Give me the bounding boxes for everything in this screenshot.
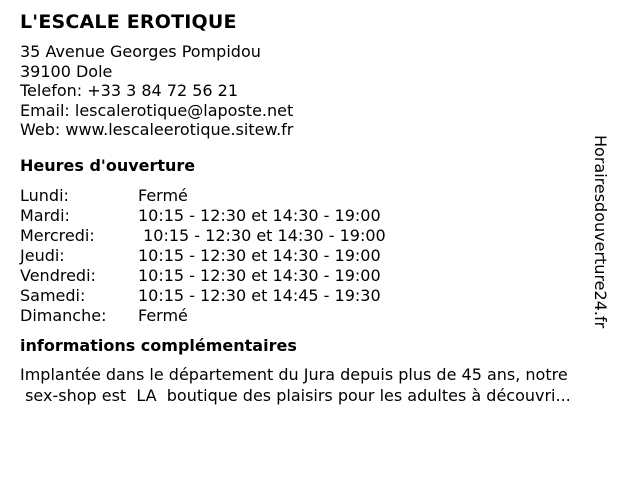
day-label: Vendredi:	[20, 265, 96, 285]
day-label: Lundi:	[20, 185, 69, 205]
day-times: 10:15 - 12:30 et 14:30 - 19:00	[138, 205, 381, 225]
day-times: 10:15 - 12:30 et 14:30 - 19:00	[138, 225, 386, 245]
day-times: 10:15 - 12:30 et 14:45 - 19:30	[138, 285, 381, 305]
hours-row-monday	[20, 186, 386, 206]
hours-table	[20, 186, 386, 326]
email-line: Email: lescalerotique@laposte.net	[20, 100, 294, 120]
day-label: Samedi:	[20, 285, 86, 305]
day-times: Fermé	[138, 185, 188, 205]
hours-row-sunday	[20, 306, 386, 326]
business-card	[20, 10, 610, 406]
day-label: Dimanche:	[20, 305, 107, 325]
description-line-1: Implantée dans le département du Jura depuis plus de 45 ans, notre	[20, 364, 568, 384]
hours-row-thursday	[20, 246, 386, 266]
hours-row-saturday	[20, 286, 386, 306]
web-line: Web: www.lescaleerotique.sitew.fr	[20, 120, 294, 140]
business-name: L'ESCALE EROTIQUE	[20, 11, 237, 33]
day-times: 10:15 - 12:30 et 14:30 - 19:00	[138, 265, 381, 285]
hours-heading: Heures d'ouverture	[20, 155, 196, 175]
day-label: Jeudi:	[20, 245, 65, 265]
description-line-2: sex-shop est LA boutique des plaisirs pour les adultes à découvri...	[20, 385, 571, 405]
info-heading: informations complémentaires	[20, 335, 297, 355]
phone-line: Telefon: +33 3 84 72 56 21	[20, 81, 239, 101]
day-times: Fermé	[138, 305, 188, 325]
city-line: 39100 Dole	[20, 61, 113, 81]
hours-row-wednesday	[20, 226, 386, 246]
hours-row-friday	[20, 266, 386, 286]
site-watermark: Horairesdouverture24.fr	[591, 135, 610, 329]
address-line: 35 Avenue Georges Pompidou	[20, 42, 261, 61]
day-label: Mardi:	[20, 205, 70, 225]
day-times: 10:15 - 12:30 et 14:30 - 19:00	[138, 245, 381, 265]
hours-row-tuesday	[20, 206, 386, 226]
day-label: Mercredi:	[20, 225, 95, 245]
